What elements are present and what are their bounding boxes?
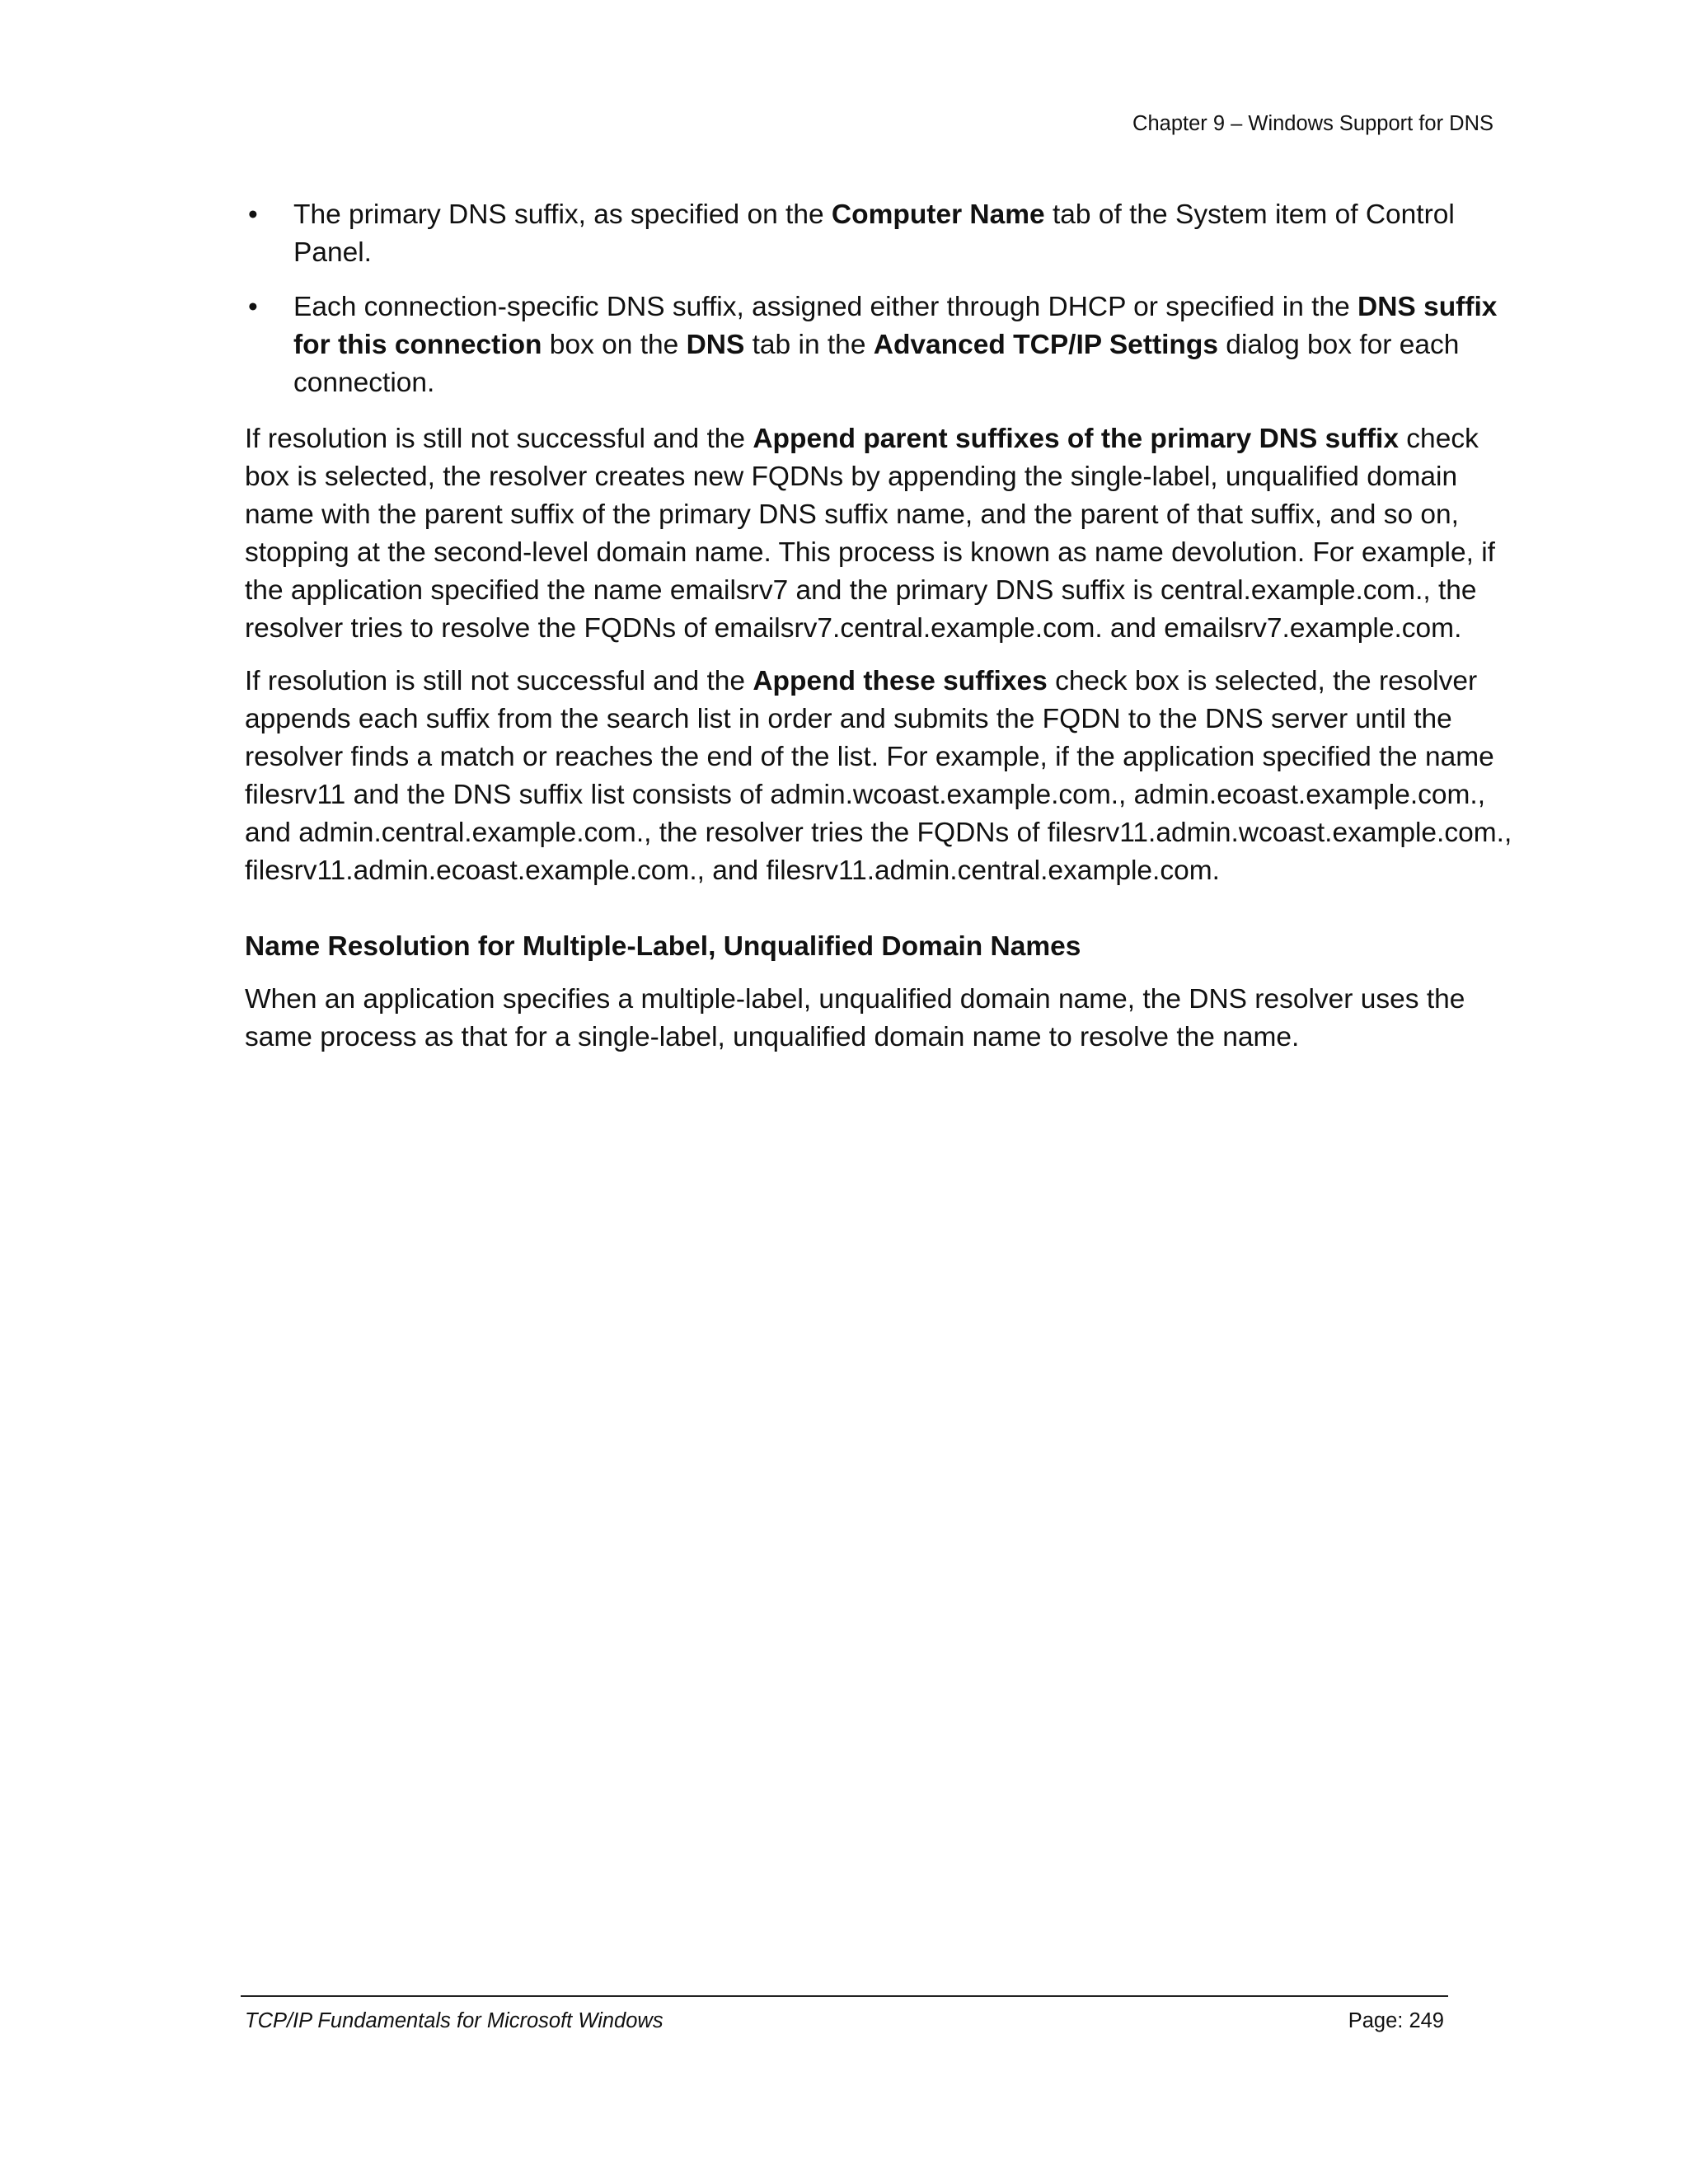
- bullet-text-bold-segment: DNS: [686, 330, 745, 360]
- paragraph-name-devolution: [245, 420, 1531, 648]
- bullet-text-segment: dialog box for each connection.: [293, 330, 1460, 398]
- bullet-item-connection-suffix: [245, 288, 1531, 402]
- bullet-item-primary-suffix: [245, 196, 1531, 272]
- paragraph-text-bold-segment: Append these suffixes: [753, 666, 1048, 696]
- running-header: Chapter 9 – Windows Support for DNS: [1132, 112, 1493, 135]
- bullet-text-segment: tab in the: [744, 330, 874, 360]
- bullet-text-segment: tab of the System item of Control Panel.: [293, 199, 1455, 268]
- paragraph-search-list: [245, 663, 1531, 890]
- bullet-text-bold-segment: DNS suffix for this connection: [293, 292, 1498, 360]
- bullet-text-bold-segment: Computer Name: [831, 199, 1045, 230]
- paragraph-text-segment: check box is selected, the resolver appends each suffix from the search list in order and submits the FQDN to the DNS server until the resolver finds a match or reaches the end of the list. For example, if the application specified the name filesrv11 and the DNS suffix list consists of admin.wcoast.example.com., admin.ecoast.example.com., and admin.central.example.com., the resolver tries the FQDNs of filesrv11.admin.wcoast.example.com., filesrv11.admin.ecoast.example.com., and filesrv11.admin.central.example.com.: [245, 666, 1512, 886]
- bullet-text-segment: box on the: [542, 330, 687, 360]
- footer-divider: [241, 1995, 1448, 1997]
- footer-book-title: TCP/IP Fundamentals for Microsoft Windows: [245, 2009, 663, 2032]
- paragraph-text-segment: If resolution is still not successful and the: [245, 666, 753, 696]
- paragraph-text-segment: If resolution is still not successful and the: [245, 424, 753, 454]
- section-body-paragraph: When an application specifies a multiple-label, unqualified domain name, the DNS resolver uses the same process as that for a single-label, unqualified domain name to resolve the name.: [245, 984, 1465, 1052]
- bullet-marker: •: [248, 199, 258, 230]
- suffix-bullet-list: [245, 196, 1531, 402]
- bullet-marker: •: [248, 292, 258, 322]
- paragraph-text-segment: check box is selected, the resolver creates new FQDNs by appending the single-label, unqualified domain name with the parent suffix of the primary DNS suffix name, and the parent of that suffix, and so on, stopping at the second-level domain name. This process is known as name devolution. For example, if the application specified the name emailsrv7 and the primary DNS suffix is central.example.com., the resolver tries to resolve the FQDNs of emailsrv7.central.example.com. and emailsrv7.example.com.: [245, 424, 1495, 644]
- page-content: [245, 196, 1531, 1071]
- bullet-text-bold-segment: Advanced TCP/IP Settings: [873, 330, 1218, 360]
- section-heading: Name Resolution for Multiple-Label, Unqualified Domain Names: [245, 931, 1081, 962]
- bullet-text-segment: Each connection-specific DNS suffix, assigned either through DHCP or specified in the: [293, 292, 1358, 322]
- footer-page-number: Page: 249: [1348, 2009, 1444, 2032]
- paragraph-text-bold-segment: Append parent suffixes of the primary DNS suffix: [753, 424, 1399, 454]
- bullet-text-segment: The primary DNS suffix, as specified on the: [293, 199, 832, 230]
